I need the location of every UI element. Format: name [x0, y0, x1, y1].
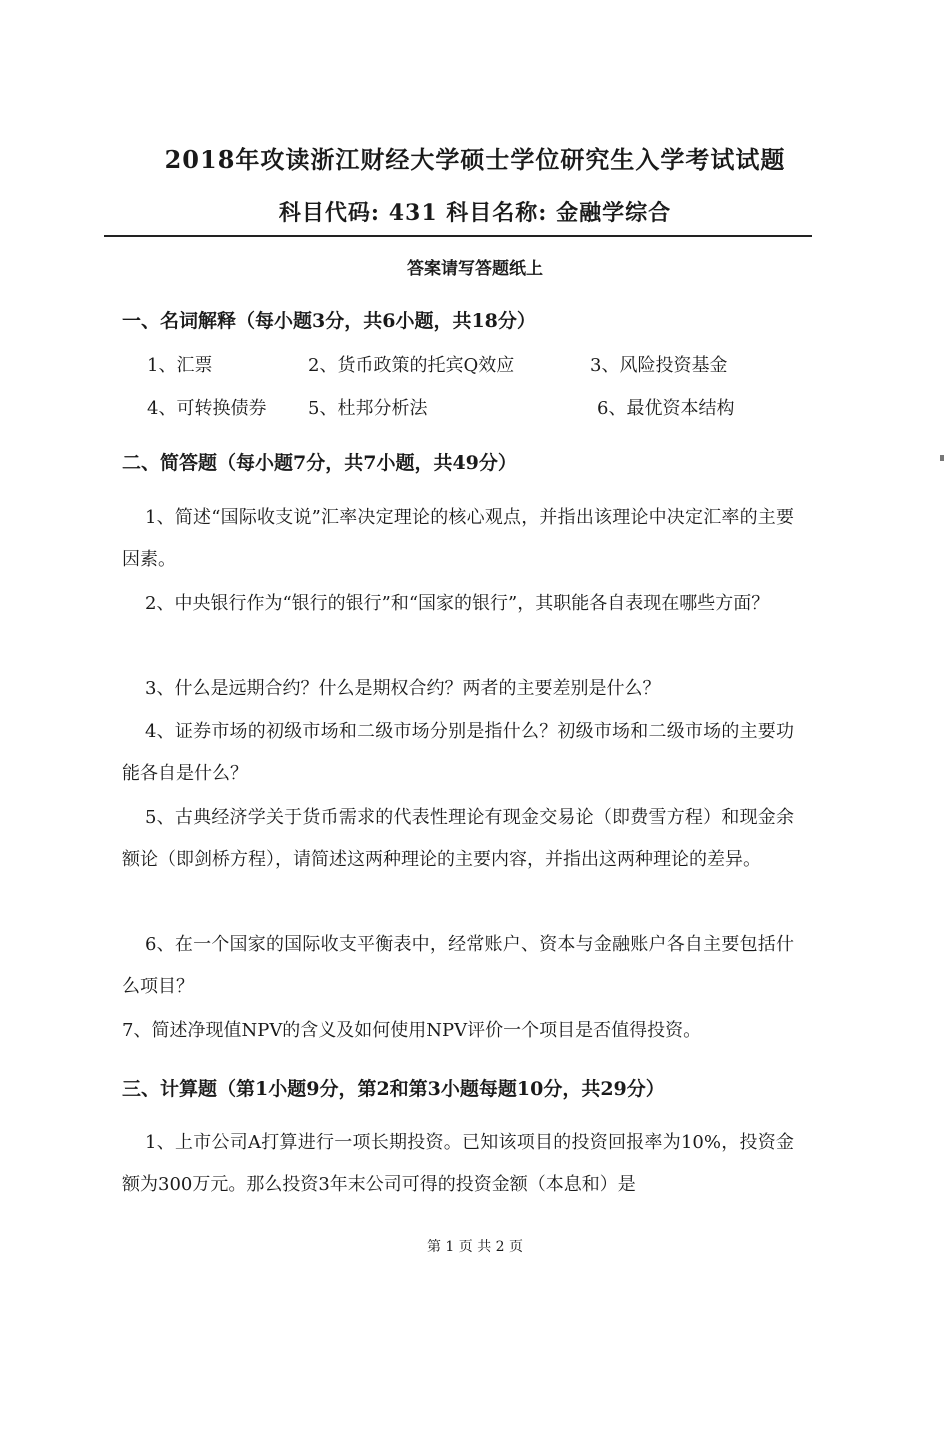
header-divider [104, 235, 812, 237]
question-item: 3、什么是远期合约？什么是期权合约？两者的主要差别是什么？ [145, 678, 661, 699]
question-item: 6、在一个国家的国际收支平衡表中，经常账户、资本与金融账户各自主要包括什么项目？ [122, 934, 794, 997]
term-item: 6、最优资本结构 [597, 398, 735, 419]
question-item: 2、中央银行作为“银行的银行”和“国家的银行”，其职能各自表现在哪些方面？ [145, 593, 770, 614]
term-item: 3、风险投资基金 [590, 355, 728, 376]
answer-instruction: 答案请写答题纸上 [407, 259, 543, 279]
question-item: 1、上市公司A打算进行一项长期投资。已知该项目的投资回报率为10%，投资金额为300万元。那么投资3年末公司可得的投资金额（本息和）是 [122, 1132, 794, 1195]
question-item: 4、证券市场的初级市场和二级市场分别是指什么？初级市场和二级市场的主要功能各自是什么？ [122, 721, 794, 784]
term-item: 4、可转换债券 [147, 398, 267, 419]
section3-heading: 三、计算题（第1小题9分，第2和第3小题每题10分，共29分） [122, 1078, 665, 1100]
term-item: 1、汇票 [147, 355, 213, 376]
term-item: 5、杜邦分析法 [308, 398, 428, 419]
term-item: 2、货币政策的托宾Q效应 [308, 355, 515, 376]
section2-heading: 二、简答题（每小题7分，共7小题，共49分） [122, 452, 517, 474]
section1-heading: 一、名词解释（每小题3分，共6小题，共18分） [122, 310, 536, 332]
question-item: 7、简述净现值NPV的含义及如何使用NPV评价一个项目是否值得投资。 [122, 1020, 702, 1041]
subject-line: 科目代码: 431 科目名称: 金融学综合 [278, 200, 672, 226]
question-item: 1、简述“国际收支说”汇率决定理论的核心观点，并指出该理论中决定汇率的主要因素。 [122, 507, 794, 570]
question-item: 5、古典经济学关于货币需求的代表性理论有现金交易论（即费雪方程）和现金余额论（即剑桥方程），请简述这两种理论的主要内容，并指出这两种理论的差异。 [122, 807, 794, 870]
page-number: 第 1 页 共 2 页 [426, 1239, 524, 1255]
exam-title: 2018年攻读浙江财经大学硕士学位研究生入学考试试题 [164, 145, 786, 174]
scan-mark [940, 455, 944, 461]
